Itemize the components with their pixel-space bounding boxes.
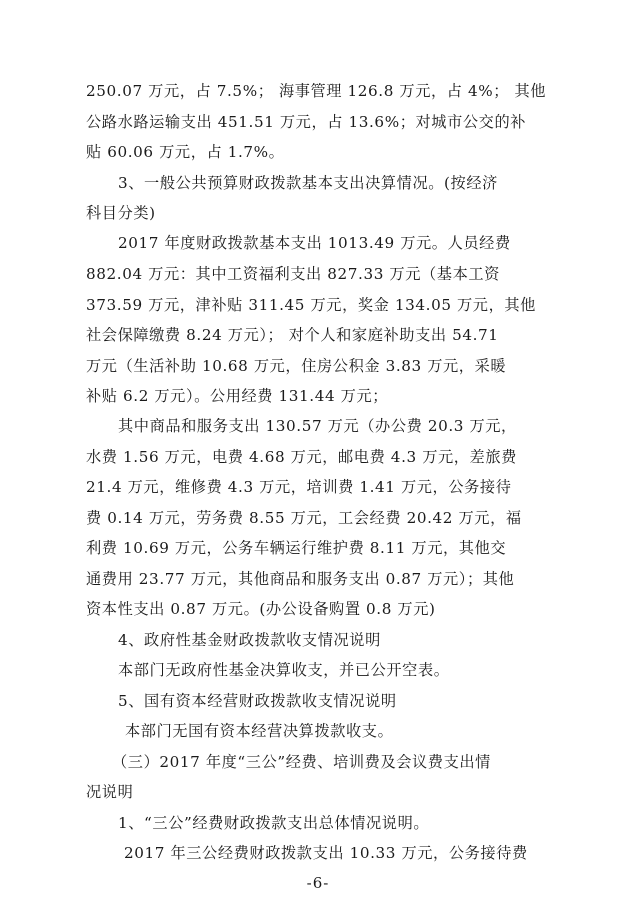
body-text-line: 2017 年三公经费财政拨款支出 10.33 万元，公务接待费 <box>124 844 528 862</box>
section-heading: 4、政府性基金财政拨款收支情况说明 <box>118 631 381 649</box>
body-text-line: 373.59 万元，津补贴 311.45 万元，奖金 134.05 万元，其他 <box>86 296 536 314</box>
section-heading: 况说明 <box>86 783 134 801</box>
page-number: -6- <box>306 874 330 892</box>
body-text-line: 水费 1.56 万元，电费 4.68 万元，邮电费 4.3 万元，差旅费 <box>86 448 517 466</box>
body-text-line: 利费 10.69 万元，公务车辆运行维护费 8.11 万元，其他交 <box>86 539 507 557</box>
body-text-line: 882.04 万元：其中工资福利支出 827.33 万元（基本工资 <box>86 265 500 283</box>
body-text-line: 万元（生活补助 10.68 万元，住房公积金 3.83 万元，采暖 <box>86 357 507 375</box>
body-text-line: 贴 60.06 万元，占 1.7%。 <box>86 143 285 161</box>
body-text-line: 其中商品和服务支出 130.57 万元（办公费 20.3 万元， <box>118 417 517 435</box>
body-text-line: 公路水路运输支出 451.51 万元，占 13.6%；对城市公交的补 <box>86 113 527 131</box>
body-text-line: 费 0.14 万元，劳务费 8.55 万元，工会经费 20.42 万元，福 <box>86 509 522 527</box>
body-text-line: 资本性支出 0.87 万元。(办公设备购置 0.8 万元) <box>86 600 436 618</box>
section-heading: 科目分类) <box>86 204 156 222</box>
section-heading: 1、“三公”经费财政拨款支出总体情况说明。 <box>118 814 430 832</box>
body-text-line: 社会保障缴费 8.24 万元）； 对个人和家庭补助支出 54.71 <box>86 326 499 344</box>
body-text-line: 250.07 万元，占 7.5%； 海事管理 126.8 万元，占 4%； 其他 <box>86 82 547 100</box>
section-heading: （三）2017 年度“三公”经费、培训费及会议费支出情 <box>112 753 491 771</box>
body-text-line: 补贴 6.2 万元）。公用经费 131.44 万元； <box>86 387 389 405</box>
section-heading: 5、国有资本经营财政拨款收支情况说明 <box>118 692 397 710</box>
body-text-line: 通费用 23.77 万元，其他商品和服务支出 0.87 万元）；其他 <box>86 570 515 588</box>
body-text-line: 2017 年度财政拨款基本支出 1013.49 万元。人员经费 <box>118 234 511 252</box>
section-heading: 3、一般公共预算财政拨款基本支出决算情况。(按经济 <box>118 174 498 192</box>
body-text-line: 21.4 万元，维修费 4.3 万元，培训费 1.41 万元，公务接待 <box>86 478 512 496</box>
body-text-line: 本部门无国有资本经营决算拨款收支。 <box>125 722 394 740</box>
body-text-line: 本部门无政府性基金决算收支，并已公开空表。 <box>118 661 450 679</box>
